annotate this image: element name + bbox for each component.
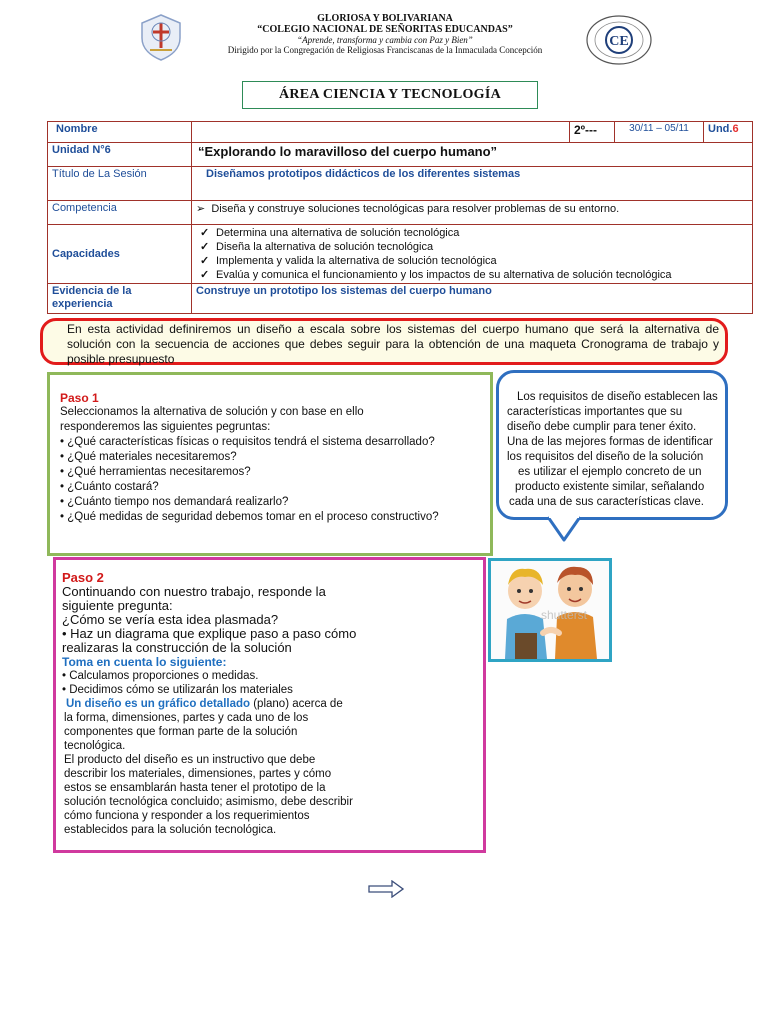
header-congregation: Dirigido por la Congregación de Religiosas Franciscanas de la Inmaculada Concepción <box>227 45 543 55</box>
arrow-bullet-icon: ➢ <box>196 203 206 215</box>
paso1-line: • ¿Qué medidas de seguridad debemos tomar en el proceso constructivo? <box>60 511 439 523</box>
capacidad-item: ✓ Diseña la alternativa de solución tecnológica <box>196 240 748 254</box>
paso1-line: responderemos las siguientes pegruntas: <box>60 421 271 433</box>
paso2-title: Paso 2 <box>62 570 104 585</box>
consider-title: Toma en cuenta lo siguiente: <box>62 655 227 669</box>
paso2-line: siguiente pregunta: <box>62 598 173 613</box>
paso2-box <box>53 557 486 853</box>
intro-box <box>40 318 728 365</box>
definition-line: El producto del diseño es un instructivo que debe <box>64 754 316 766</box>
right-logo-text: CE <box>609 34 629 49</box>
paso2-line: Continuando con nuestro trabajo, responde la <box>62 584 326 599</box>
paso1-line: • ¿Cuánto tiempo nos demandará realizarlo? <box>60 496 289 508</box>
grade-cell: 2º--- <box>570 122 615 143</box>
paso2-line: ¿Cómo se vería esta idea plasmada? <box>62 612 279 627</box>
definition-line: solución tecnológica concluido; asimismo, debe describir <box>64 796 353 808</box>
unit-cell: Und.6 <box>704 122 753 143</box>
paso1-box <box>47 372 493 556</box>
evidencia-label: Evidencia de la experiencia <box>48 284 192 314</box>
bubble-line: Los requisitos de diseño establecen las <box>517 391 718 403</box>
intro-text: En esta actividad definiremos un diseño a escala sobre los sistemas del cuerpo humano que será la alternativa de solución con la secuencia de acciones que debes seguir para la obtención de una maqueta Cronograma de trabajo y posible presupuesto <box>67 322 719 366</box>
header-line-2: “COLEGIO NACIONAL DE SEÑORITAS EDUCANDAS” <box>257 24 513 35</box>
kids-handshake-image <box>488 558 612 662</box>
definition-bold: Un diseño es un gráfico detallado <box>66 698 251 710</box>
paso1-line: • ¿Qué materiales necesitaremos? <box>60 451 237 463</box>
header-line-1: GLORIOSA Y BOLIVARIANA <box>317 13 453 24</box>
consider-item: • Calculamos proporciones o medidas. <box>62 670 259 682</box>
paso1-line: Seleccionamos la alternativa de solución y con base en ello <box>60 406 364 418</box>
capacidad-item: ✓ Evalúa y comunica el funcionamiento y los impactos de su alternativa de solución tecnológica <box>196 268 748 282</box>
bubble-line: es utilizar el ejemplo concreto de un <box>518 466 702 478</box>
dates-cell: 30/11 – 05/11 <box>615 122 704 143</box>
paso1-body <box>60 405 480 525</box>
image-watermark: shutterst <box>541 608 588 622</box>
definition-line: componentes que forman parte de la solución <box>64 726 298 738</box>
bubble-tail-icon <box>546 514 586 542</box>
bubble-line: cada una de sus características clave. <box>509 496 704 508</box>
definition-first-line <box>62 697 483 711</box>
info-speech-bubble <box>496 370 728 520</box>
bubble-line: Una de las mejores formas de identificar <box>507 436 713 448</box>
bubble-line: producto existente similar, señalando <box>515 481 705 493</box>
bubble-line: diseño debe cumplir para tener éxito. <box>507 421 697 433</box>
definition-line: estos se ensamblarán hasta tener el prototipo de la <box>64 782 326 794</box>
paso1-line: • ¿Qué características físicas o requisitos tendrá el sistema desarrollado? <box>60 436 435 448</box>
definition-line: cómo funciona y responder a los requerimientos <box>64 810 310 822</box>
next-arrow-icon[interactable] <box>368 880 404 898</box>
paso1-line: • ¿Qué herramientas necesitaremos? <box>60 466 251 478</box>
definition-line: describir los materiales, dimensiones, partes y cómo <box>64 768 332 780</box>
definition-line: la forma, dimensiones, partes y cada uno de los <box>64 712 309 724</box>
unidad-value: “Explorando lo maravilloso del cuerpo humano” <box>192 143 753 167</box>
competencia-value: ➢ Diseña y construye soluciones tecnológicas para resolver problemas de su entorno. <box>192 201 753 225</box>
capacidad-item: ✓ Determina una alternativa de solución tecnológica <box>196 226 748 240</box>
definition-rest: (plano) acerca de <box>250 698 343 710</box>
definition-line: establecidos para la solución tecnológica. <box>64 824 277 836</box>
area-title: ÁREA CIENCIA Y TECNOLOGÍA <box>242 81 538 109</box>
capacidades-list <box>192 225 753 284</box>
competencia-label: Competencia <box>48 201 192 225</box>
capacidad-item: ✓ Implementa y valida la alternativa de solución tecnológica <box>196 254 748 268</box>
definition-line: tecnológica. <box>64 740 126 752</box>
titulo-label: Título de La Sesión <box>48 167 192 201</box>
consider-item: • Decidimos cómo se utilizarán los materiales <box>62 684 293 696</box>
bubble-line: características importantes que su <box>507 406 683 418</box>
header-motto: “Aprende, transforma y cambia con Paz y Bien” <box>297 35 473 45</box>
nombre-label: Nombre <box>48 122 192 143</box>
paso2-line: • Haz un diagrama que explique paso a paso cómo <box>62 626 357 641</box>
paso1-title: Paso 1 <box>60 391 99 405</box>
evidencia-value: Construye un prototipo los sistemas del cuerpo humano <box>192 284 753 314</box>
session-info-table <box>47 121 753 314</box>
nombre-field[interactable] <box>192 122 570 143</box>
paso2-line: realizaras la construcción de la solución <box>62 640 292 655</box>
bubble-line: los requisitos del diseño de la solución <box>507 451 704 463</box>
school-header <box>150 14 620 55</box>
titulo-value: Diseñamos prototipos didácticos de los diferentes sistemas <box>192 167 753 201</box>
unidad-label: Unidad N°6 <box>48 143 192 167</box>
capacidades-label: Capacidades <box>48 225 192 284</box>
paso1-line: • ¿Cuánto costará? <box>60 481 159 493</box>
